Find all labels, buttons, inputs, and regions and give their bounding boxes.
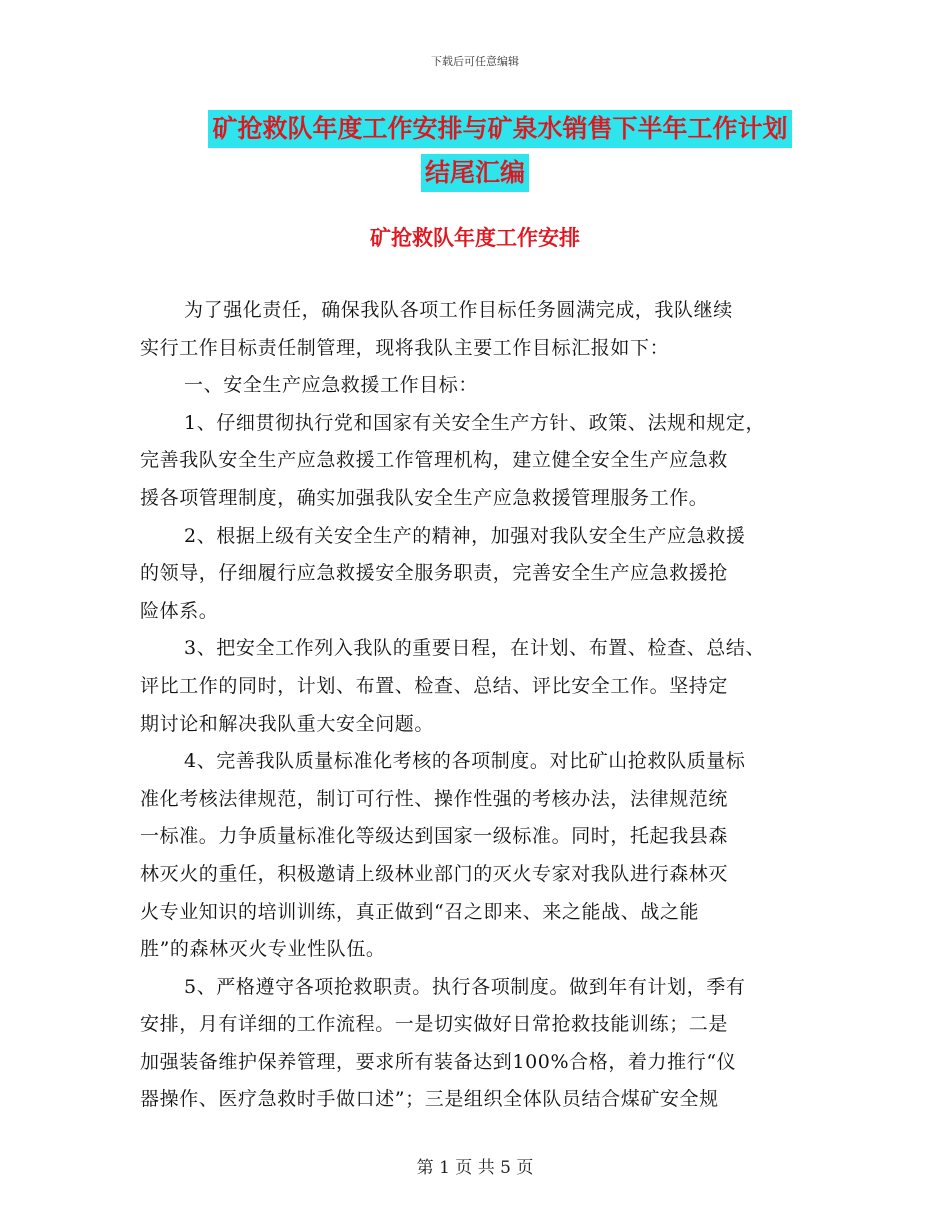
paragraph-line: 险体系。 bbox=[140, 599, 219, 622]
paragraph-line: 5、严格遵守各项抢救职责。执行各项制度。做到年有计划，季有 bbox=[184, 975, 746, 998]
paragraph-line: 的领导，仔细履行应急救援安全服务职责，完善安全生产应急救援抢 bbox=[140, 562, 729, 585]
paragraph-line: 援各项管理制度，确实加强我队安全生产应急救援管理服务工作。 bbox=[140, 486, 709, 509]
paragraph-line: 完善我队安全生产应急救援工作管理机构，建立健全安全生产应急救 bbox=[140, 449, 729, 472]
paragraph-line: 期讨论和解决我队重大安全问题。 bbox=[140, 712, 435, 735]
paragraph-line: 评比工作的同时，计划、布置、检查、总结、评比安全工作。坚持定 bbox=[140, 674, 729, 697]
paragraph-line: 加强装备维护保养管理，要求所有装备达到100%合格，着力推行“仪 bbox=[140, 1050, 737, 1073]
paragraph-line: 一标准。力争质量标准化等级达到国家一级标准。同时，托起我县森 bbox=[140, 825, 729, 848]
section-heading: 矿抢救队年度工作安排 bbox=[370, 226, 580, 250]
paragraph-line: 4、完善我队质量标准化考核的各项制度。对比矿山抢救队质量标 bbox=[184, 750, 746, 773]
paragraph-line: 一、安全生产应急救援工作目标： bbox=[184, 374, 479, 397]
document-title bbox=[0, 110, 950, 198]
paragraph-line: 器操作、医疗急救时手做口述”；三是组织全体队员结合煤矿安全规 bbox=[140, 1088, 719, 1111]
paragraph-line: 火专业知识的培训训练，真正做到“召之即来、来之能战、战之能 bbox=[140, 900, 700, 923]
title-line-1: 矿抢救队年度工作安排与矿泉水销售下半年工作计划 bbox=[208, 110, 791, 148]
paragraph-line: 1、仔细贯彻执行党和国家有关安全生产方针、政策、法规和规定， bbox=[184, 411, 766, 434]
paragraph-line: 准化考核法律规范，制订可行性、操作性强的考核办法，法律规范统 bbox=[140, 787, 729, 810]
paragraph-line: 林灭火的重任，积极邀请上级林业部门的灭火专家对我队进行森林灭 bbox=[140, 862, 729, 885]
title-line-2: 结尾汇编 bbox=[421, 154, 529, 192]
paragraph-line: 实行工作目标责任制管理，现将我队主要工作目标汇报如下： bbox=[140, 336, 670, 359]
paragraph-line: 2、根据上级有关安全生产的精神，加强对我队安全生产应急救援 bbox=[184, 524, 746, 547]
paragraph-line: 3、把安全工作列入我队的重要日程，在计划、布置、检查、总结、 bbox=[184, 637, 766, 660]
page-number-footer: 第 1 页 共 5 页 bbox=[416, 1158, 534, 1178]
body-text bbox=[140, 292, 830, 1119]
header-note: 下载后可任意编辑 bbox=[431, 55, 519, 68]
paragraph-line: 胜”的森林灭火专业性队伍。 bbox=[140, 938, 386, 961]
paragraph-line: 为了强化责任，确保我队各项工作目标任务圆满完成，我队继续 bbox=[184, 299, 733, 321]
paragraph-line: 安排，月有详细的工作流程。一是切实做好日常抢救技能训练；二是 bbox=[140, 1013, 729, 1036]
